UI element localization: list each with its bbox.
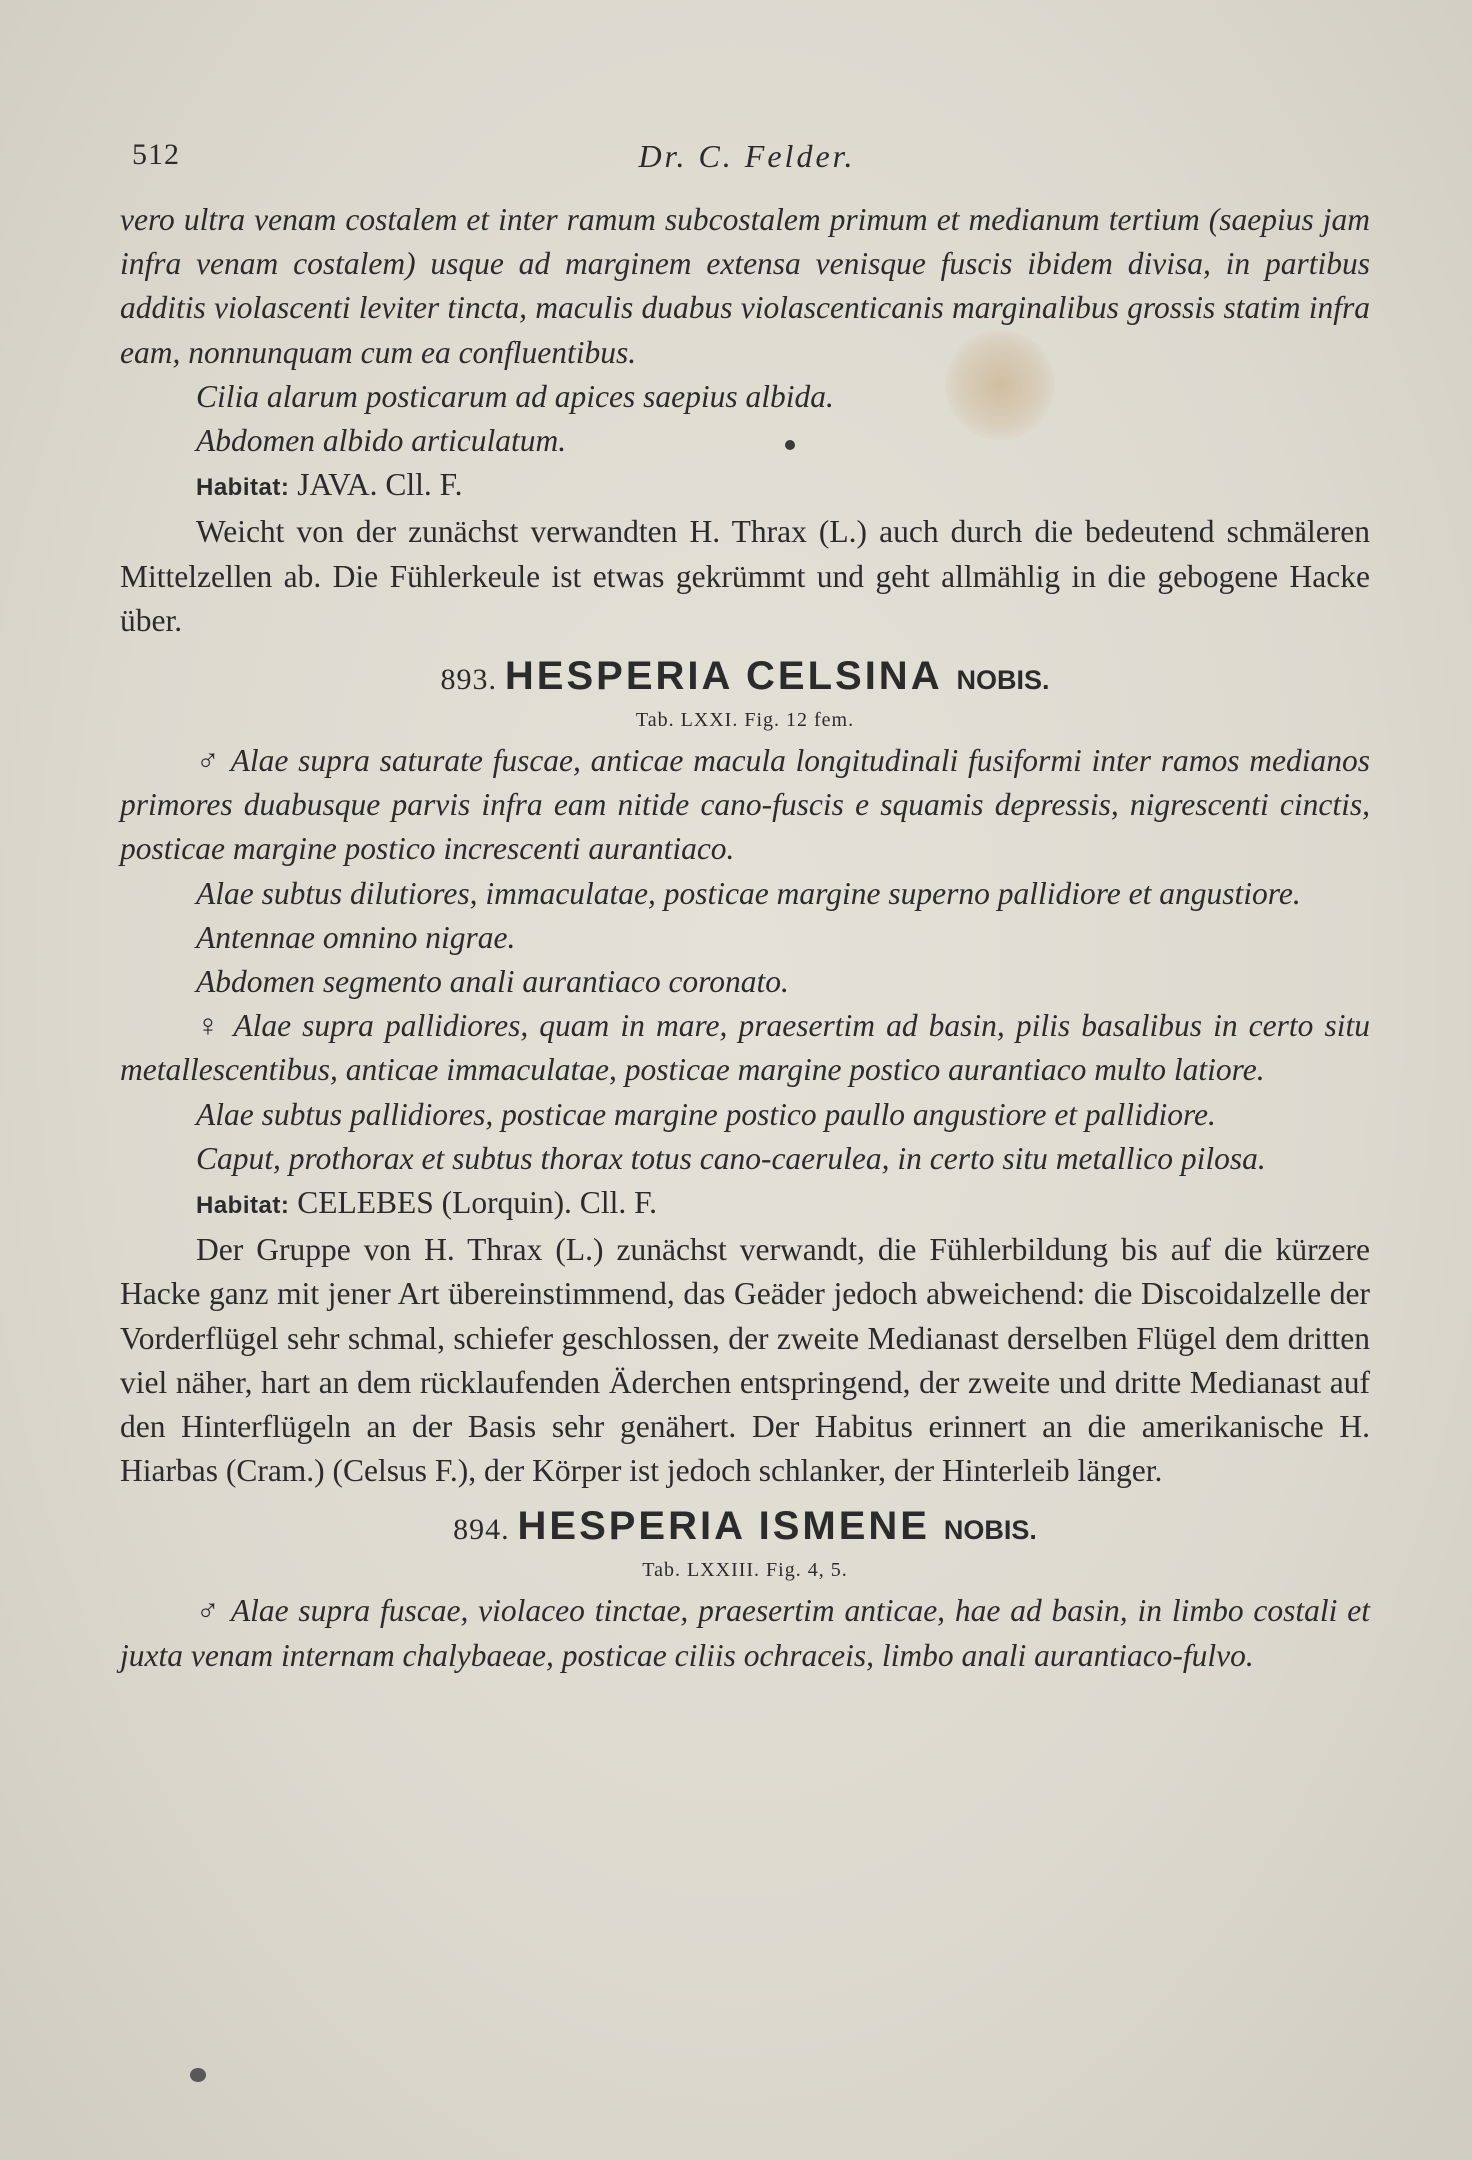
running-head: Dr. C. Felder.: [638, 138, 856, 174]
page-number: 512: [132, 138, 180, 171]
german-remark: Weicht von der zunächst verwandten H. Thrax (L.) auch durch die bedeutend schmäleren Mittelzellen ab. Die Fühlerkeule ist etwas gekrümmt und geht allmählig in die gebogene Hacke über.: [120, 514, 1370, 638]
species-author: NOBIS.: [943, 1515, 1037, 1546]
latin-abdomen-note: Abdomen albido articulatum.: [196, 423, 567, 459]
habitat-line: [120, 1181, 1370, 1228]
latin-cilia-note: Cilia alarum posticarum ad apices saepius albida.: [196, 378, 834, 414]
habitat-label: Habitat:: [196, 474, 290, 502]
species-name: HESPERIA CELSINA: [504, 654, 943, 699]
species-author: NOBIS.: [956, 665, 1050, 696]
antennae-description: Antennae omnino nigrae.: [196, 919, 516, 955]
plate-reference: Tab. LXXIII. Fig. 4, 5.: [642, 1559, 848, 1582]
plate-reference: Tab. LXXI. Fig. 12 fem.: [635, 709, 855, 732]
species-heading-893: [120, 651, 1370, 705]
head-thorax-description: Caput, prothorax et subtus thorax totus cano-caerulea, in certo situ metallico pilosa.: [196, 1140, 1266, 1176]
species-name: HESPERIA ISMENE: [517, 1504, 930, 1549]
female-upperside-description: ♀ Alae supra pallidiores, quam in mare, praesertim ad basin, pilis basalibus in certo situ metallescentibus, anticae immaculatae, posticae margine postico aurantiaco multo latiore.: [120, 1008, 1370, 1088]
habitat-label: Habitat:: [196, 1192, 290, 1220]
ink-speck: [190, 2068, 206, 2082]
german-remark: Der Gruppe von H. Thrax (L.) zunächst verwandt, die Fühlerbildung bis auf die kürzere Hacke ganz mit jener Art übereinstimmend, das Geäder jedoch abweichend: die Discoidalzelle der Vorderflügel sehr schmal, schiefer geschlossen, der zweite Medianast derselben Flügel dem dritten viel näher, hart an dem rücklaufenden Äderchen entspringend, der zweite und dritte Medianast auf den Hinterflügeln an der Basis sehr genähert. Der Habitus erinnert an die amerikanische H. Hiarbas (Cram.) (Celsus F.), der Körper ist jedoch schlanker, der Hinterleib länger.: [120, 1232, 1370, 1489]
page-header: [132, 138, 1362, 178]
female-underside-description: Alae subtus pallidiores, posticae margine postico paullo angustiore et pallidiore.: [196, 1096, 1216, 1132]
latin-description-continuation: vero ultra venam costalem et inter ramum subcostalem primum et medianum tertium (saepius jam infra venam costalem) usque ad marginem extensa venisque fuscis ibidem divisa, in partibus additis violascenti leviter tincta, maculis duabus violascenticanis marginalibus grossis statim infra eam, nonnunquam cum ea confluentibus.: [120, 202, 1370, 370]
male-upperside-description: ♂ Alae supra saturate fuscae, anticae macula longitudinali fusiformi inter ramos medianos primores duabusque parvis infra eam nitide cano-fuscis e squamis depressis, nigrescenti cinctis, posticae margine postico increscenti aurantiaco.: [120, 743, 1370, 867]
page-body: [120, 198, 1370, 1678]
abdomen-description: Abdomen segmento anali aurantiaco coronato.: [196, 964, 789, 1000]
male-upperside-description: ♂ Alae supra fuscae, violaceo tinctae, praesertim anticae, hae ad basin, in limbo costali et juxta venam internam chalybaeae, posticae ciliis ochraceis, limbo anali aurantiaco-fulvo.: [120, 1593, 1370, 1673]
habitat-text: CELEBES (Lorquin). Cll. F.: [297, 1185, 657, 1221]
species-number: 894.: [453, 1513, 510, 1547]
species-heading-894: [120, 1501, 1370, 1555]
male-underside-description: Alae subtus dilutiores, immaculatae, posticae margine superno pallidiore et angustiore.: [196, 875, 1301, 911]
habitat-text: JAVA. Cll. F.: [297, 467, 463, 503]
habitat-line: [120, 463, 1370, 510]
species-number: 893.: [440, 663, 498, 697]
